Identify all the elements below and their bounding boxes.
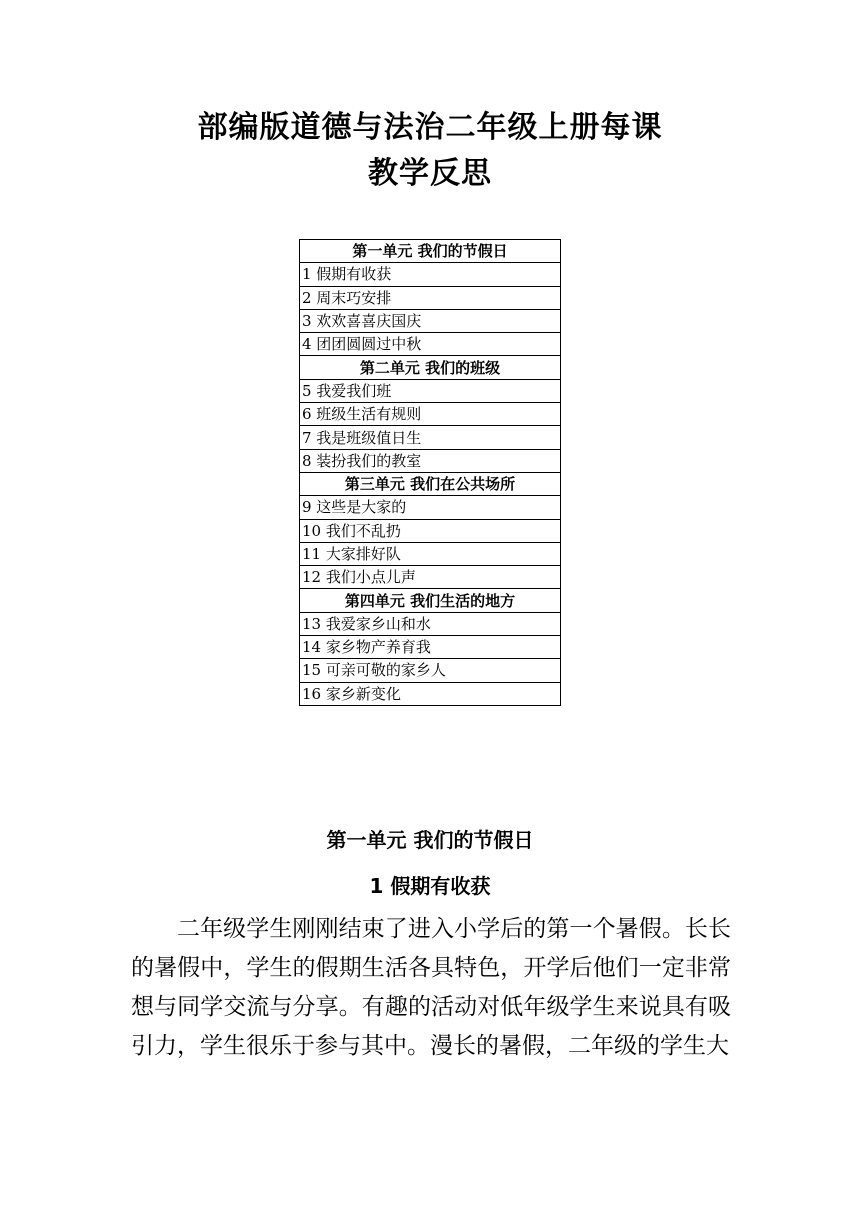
toc-lesson: 1 假期有收获 xyxy=(300,263,561,286)
toc-lesson-row xyxy=(300,449,561,472)
table-of-contents xyxy=(299,239,561,706)
toc-lesson: 9 这些是大家的 xyxy=(300,496,561,519)
toc-unit-title: 第四单元 我们生活的地方 xyxy=(300,589,561,612)
lesson-heading: 1 假期有收获 xyxy=(369,874,491,898)
toc-lesson-row xyxy=(300,659,561,682)
toc-lesson-row xyxy=(300,636,561,659)
toc-lesson-row xyxy=(300,309,561,332)
unit-heading: 第一单元 我们的节假日 xyxy=(326,828,534,852)
toc-lesson: 4 团团圆圆过中秋 xyxy=(300,333,561,356)
reflection-paragraph: 二年级学生刚刚结束了进入小学后的第一个暑假。长长的暑假中，学生的假期生活各具特色，开学后他们一定非常想与同学交流与分享。有趣的活动对低年级学生来说具有吸引力，学生很乐于参与其中。漫长的暑假，二年级的学生大 xyxy=(131,916,731,1059)
toc-lesson: 11 大家排好队 xyxy=(300,542,561,565)
toc-lesson-row xyxy=(300,682,561,705)
toc-lesson: 2 周末巧安排 xyxy=(300,286,561,309)
toc-unit-row xyxy=(300,472,561,495)
toc-lesson-row xyxy=(300,263,561,286)
toc-lesson: 13 我爱家乡山和水 xyxy=(300,612,561,635)
toc-lesson: 16 家乡新变化 xyxy=(300,682,561,705)
toc-lesson: 5 我爱我们班 xyxy=(300,379,561,402)
toc-lesson-row xyxy=(300,542,561,565)
toc-lesson-row xyxy=(300,566,561,589)
toc-lesson-row xyxy=(300,333,561,356)
toc-lesson-row xyxy=(300,612,561,635)
toc-unit-title: 第二单元 我们的班级 xyxy=(300,356,561,379)
toc-lesson-row xyxy=(300,426,561,449)
toc-unit-title: 第三单元 我们在公共场所 xyxy=(300,472,561,495)
toc-lesson: 10 我们不乱扔 xyxy=(300,519,561,542)
document-title-line-1: 部编版道德与法治二年级上册每课 xyxy=(197,110,663,145)
toc-lesson: 7 我是班级值日生 xyxy=(300,426,561,449)
toc-unit-title: 第一单元 我们的节假日 xyxy=(300,240,561,263)
toc-lesson-row xyxy=(300,379,561,402)
toc-lesson: 15 可亲可敬的家乡人 xyxy=(300,659,561,682)
toc-lesson-row xyxy=(300,496,561,519)
toc-unit-row xyxy=(300,589,561,612)
toc-lesson-row xyxy=(300,519,561,542)
toc-lesson-row xyxy=(300,286,561,309)
toc-lesson: 14 家乡物产养育我 xyxy=(300,636,561,659)
toc-lesson: 12 我们小点儿声 xyxy=(300,566,561,589)
toc-lesson: 6 班级生活有规则 xyxy=(300,403,561,426)
toc-lesson: 3 欢欢喜喜庆国庆 xyxy=(300,309,561,332)
toc-unit-row xyxy=(300,356,561,379)
document-title-line-2: 教学反思 xyxy=(368,156,492,191)
toc-lesson-row xyxy=(300,403,561,426)
toc-unit-row xyxy=(300,240,561,263)
toc-lesson: 8 装扮我们的教室 xyxy=(300,449,561,472)
